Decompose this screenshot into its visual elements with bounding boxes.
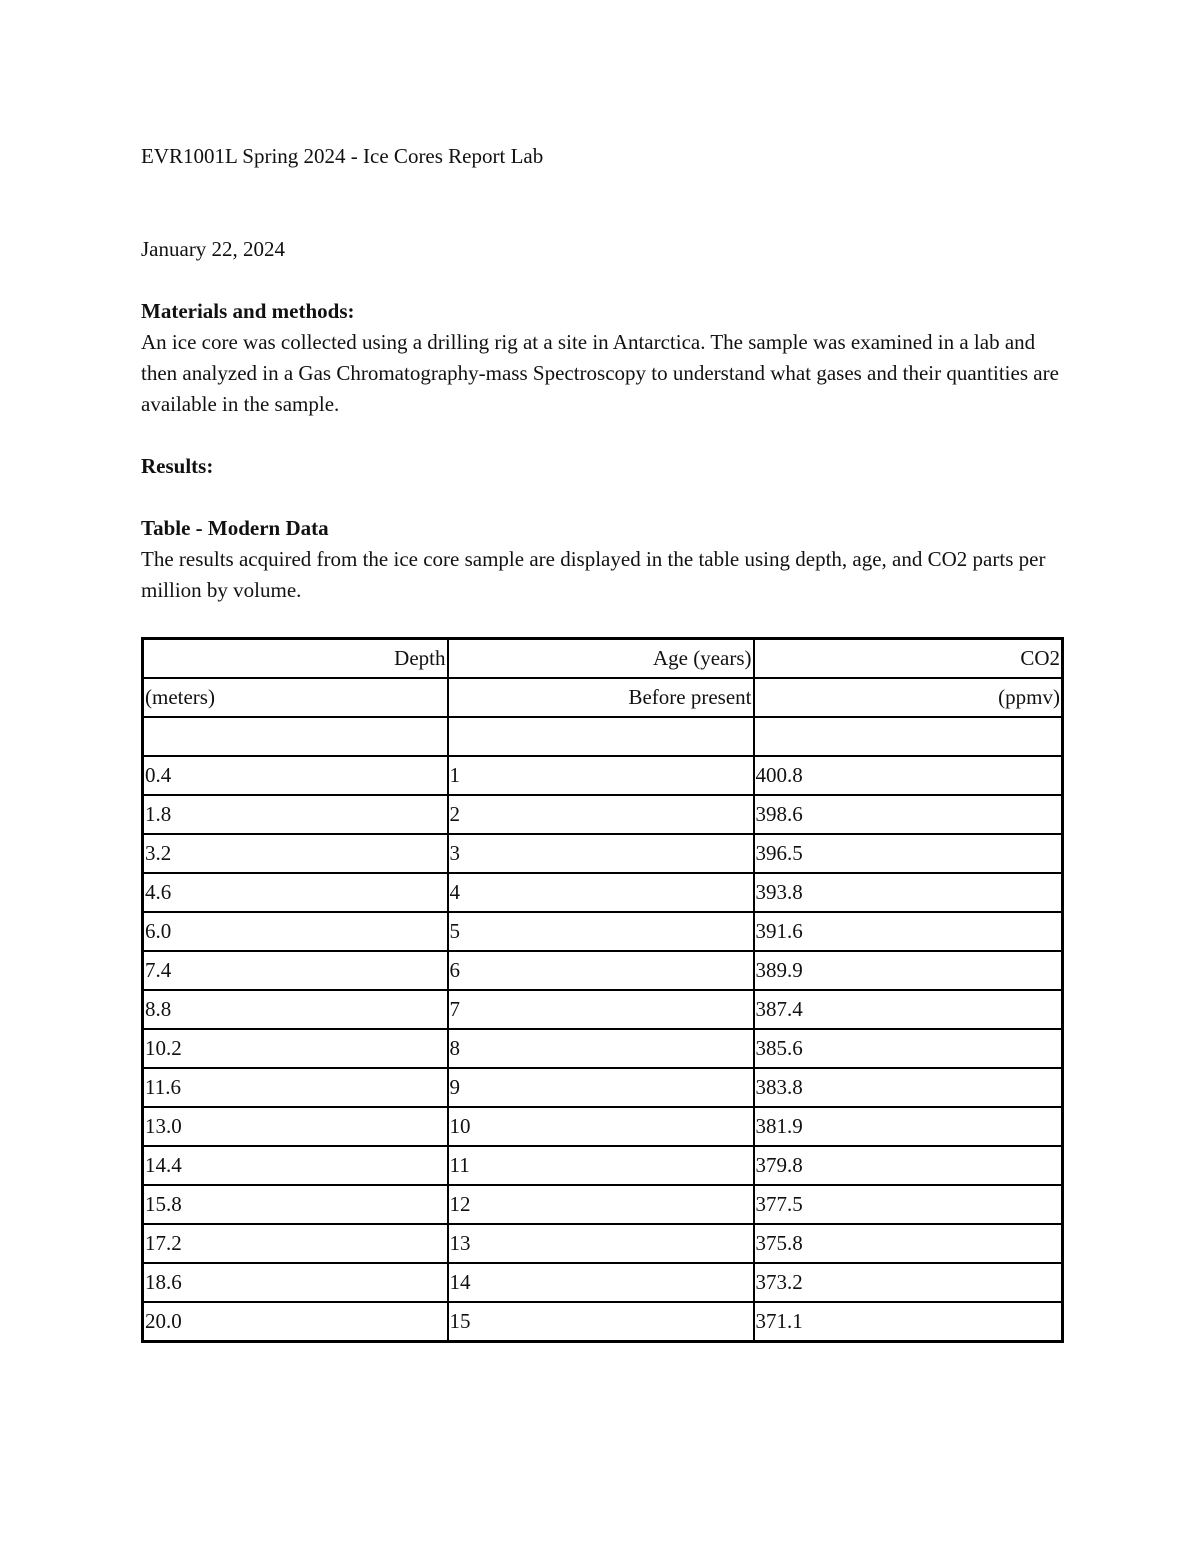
table-empty-row: [143, 717, 1063, 756]
table-row: [143, 990, 1063, 1029]
table-row: [143, 1263, 1063, 1302]
table-row: [143, 795, 1063, 834]
age-cell: 9: [448, 1068, 754, 1107]
age-cell: 11: [448, 1146, 754, 1185]
co2-cell: 377.5: [754, 1185, 1063, 1224]
table-header-units-row: [143, 678, 1063, 717]
co2-cell: 400.8: [754, 756, 1063, 795]
age-cell: 5: [448, 912, 754, 951]
table-row: [143, 873, 1063, 912]
age-cell: 15: [448, 1302, 754, 1342]
depth-cell: 20.0: [143, 1302, 448, 1342]
empty-cell: [754, 717, 1063, 756]
table-row: [143, 1185, 1063, 1224]
depth-cell: 4.6: [143, 873, 448, 912]
depth-cell: 6.0: [143, 912, 448, 951]
table-row: [143, 1029, 1063, 1068]
age-cell: 3: [448, 834, 754, 873]
header-depth-unit: (meters): [143, 678, 448, 717]
table-description: The results acquired from the ice core sample are displayed in the table using depth, age, and CO2 parts per million by volume.: [141, 547, 1046, 602]
depth-cell: 3.2: [143, 834, 448, 873]
table-row: [143, 1068, 1063, 1107]
depth-cell: 11.6: [143, 1068, 448, 1107]
table-row: [143, 1224, 1063, 1263]
depth-cell: 8.8: [143, 990, 448, 1029]
age-cell: 13: [448, 1224, 754, 1263]
results-heading: Results:: [141, 454, 214, 478]
depth-cell: 18.6: [143, 1263, 448, 1302]
table-header-row: [143, 639, 1063, 679]
header-co2-unit: (ppmv): [754, 678, 1063, 717]
co2-cell: 383.8: [754, 1068, 1063, 1107]
header-age: Age (years): [448, 639, 754, 679]
age-cell: 14: [448, 1263, 754, 1302]
methods-section: [141, 296, 1066, 420]
co2-cell: 389.9: [754, 951, 1063, 990]
co2-cell: 387.4: [754, 990, 1063, 1029]
age-cell: 6: [448, 951, 754, 990]
co2-cell: 385.6: [754, 1029, 1063, 1068]
depth-cell: 14.4: [143, 1146, 448, 1185]
co2-cell: 373.2: [754, 1263, 1063, 1302]
co2-cell: 393.8: [754, 873, 1063, 912]
co2-cell: 375.8: [754, 1224, 1063, 1263]
methods-text: An ice core was collected using a drilling rig at a site in Antarctica. The sample was examined in a lab and then analyzed in a Gas Chromatography-mass Spectroscopy to understand what gases and their quantities are available in the sample.: [141, 330, 1059, 416]
header-co2: CO2: [754, 639, 1063, 679]
co2-cell: 398.6: [754, 795, 1063, 834]
age-cell: 10: [448, 1107, 754, 1146]
table-row: [143, 951, 1063, 990]
header-depth: Depth: [143, 639, 448, 679]
age-cell: 8: [448, 1029, 754, 1068]
co2-cell: 391.6: [754, 912, 1063, 951]
table-row: [143, 1107, 1063, 1146]
empty-cell: [143, 717, 448, 756]
table-row: [143, 912, 1063, 951]
document-title: EVR1001L Spring 2024 - Ice Cores Report Lab: [141, 144, 544, 168]
table-row: [143, 756, 1063, 795]
table-row: [143, 834, 1063, 873]
table-row: [143, 1302, 1063, 1342]
document-date: January 22, 2024: [141, 237, 286, 261]
modern-data-table: [141, 637, 1064, 1343]
header-age-unit: Before present: [448, 678, 754, 717]
depth-cell: 15.8: [143, 1185, 448, 1224]
age-cell: 12: [448, 1185, 754, 1224]
co2-cell: 396.5: [754, 834, 1063, 873]
table-heading: Table - Modern Data: [141, 516, 329, 540]
co2-cell: 379.8: [754, 1146, 1063, 1185]
age-cell: 4: [448, 873, 754, 912]
age-cell: 1: [448, 756, 754, 795]
depth-cell: 1.8: [143, 795, 448, 834]
age-cell: 7: [448, 990, 754, 1029]
depth-cell: 13.0: [143, 1107, 448, 1146]
co2-cell: 371.1: [754, 1302, 1063, 1342]
results-section: [141, 451, 1066, 482]
depth-cell: 7.4: [143, 951, 448, 990]
methods-heading: Materials and methods:: [141, 299, 355, 323]
empty-cell: [448, 717, 754, 756]
table-row: [143, 1146, 1063, 1185]
depth-cell: 10.2: [143, 1029, 448, 1068]
co2-cell: 381.9: [754, 1107, 1063, 1146]
age-cell: 2: [448, 795, 754, 834]
depth-cell: 0.4: [143, 756, 448, 795]
depth-cell: 17.2: [143, 1224, 448, 1263]
table-section: [141, 513, 1066, 606]
